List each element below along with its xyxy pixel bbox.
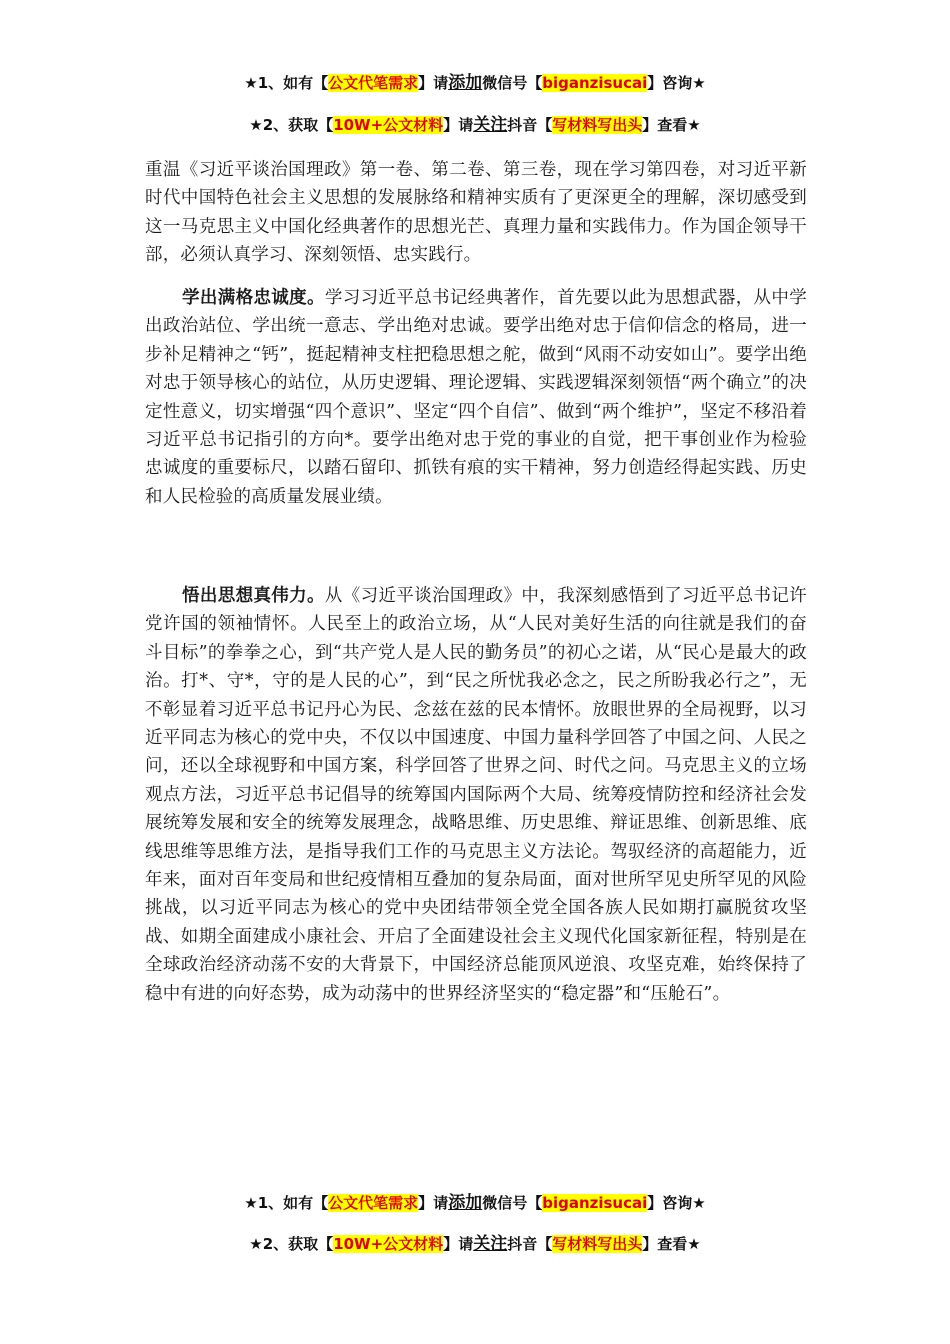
promo-text: 微信号【	[482, 74, 543, 92]
intro-paragraph: 重温《习近平谈治国理政》第一卷、第二卷、第三卷，现在学习第四卷，对习近平新时代中国特色社会主义思想的发展脉络和精神实质有了更深更全的理解，深切感受到这一马克思主义中国化经典著作的思想光芒、真理力量和实践伟力。作为国企领导干部，必须认真学习、深刻领悟、忠实践行。	[145, 160, 807, 266]
promo-text: 】查看★	[642, 116, 701, 134]
promo-douyin-id: 写材料写出头	[552, 1235, 643, 1253]
promo-text: 】请	[418, 1194, 449, 1212]
section-1-paragraph	[145, 284, 807, 511]
promo-text: 微信号【	[482, 1194, 543, 1212]
section-2-paragraph	[145, 582, 807, 1008]
section-2-lead: 悟出思想真伟力。	[182, 586, 325, 606]
section-2-text: 从《习近平谈治国理政》中，我深刻感悟到了习近平总书记许党许国的领袖情怀。人民至上的政治立场，从“人民对美好生活的向往就是我们的奋斗目标”的拳拳之心，到“共产党人是人民的勤务员”的初心之诺，从“民心是最大的政治。打*、守*，守的是人民的心”，到“民之所忧我必念之，民之所盼我必行之”，无不彰显着习近平总书记丹心为民、念兹在兹的民本情怀。放眼世界的全局视野，以习近平同志为核心的党中央，不仅以中国速度、中国力量科学回答了中国之问、人民之问，还以全球视野和中国方案，科学回答了世界之问、时代之问。马克思主义的立场观点方法，习近平总书记倡导的统筹国内国际两个大局、统筹疫情防控和经济社会发展统筹发展和安全的统筹发展理念，战略思维、历史思维、辩证思维、创新思维、底线思维等思维方法，是指导我们工作的马克思主义方法论。驾驭经济的高超能力，近年来，面对百年变局和世纪疫情相互叠加的复杂局面，面对世所罕见史所罕见的风险挑战，以习近平同志为核心的党中央团结带领全党全国各族人民如期打赢脱贫攻坚战、如期全面建成小康社会、开启了全面建设社会主义现代化国家新征程，特别是在全球政治经济动荡不安的大背景下，中国经济总能顶风逆浪、攻坚克难，始终保持了稳中有进的向好态势，成为动荡中的世界经济坚实的“稳定器”和“压舱石”。	[145, 586, 807, 1004]
promo-text: 】咨询★	[647, 74, 706, 92]
section-1-lead: 学出满格忠诚度。	[182, 288, 325, 308]
promo-text: 】请	[443, 116, 474, 134]
promo-text: ★2、获取【	[249, 1235, 334, 1253]
promo-douyin-id: 写材料写出头	[552, 116, 643, 134]
header-promo-line-1	[0, 68, 950, 93]
promo-text: ★1、如有【	[244, 1194, 329, 1212]
promo-text: 】咨询★	[647, 1194, 706, 1212]
promo-text: 】请	[443, 1235, 474, 1253]
promo-underlined: 关注	[473, 1234, 508, 1254]
section-1-text: 学习习近平总书记经典著作，首先要以此为思想武器，从中学出政治站位、学出统一意志、学出绝对忠诚。要学出绝对忠于信仰信念的格局，进一步补足精神之“钙”，挺起精神支柱把稳思想之舵，做到“风雨不动安如山”。要学出绝对忠于领导核心的站位，从历史逻辑、理论逻辑、实践逻辑深刻领悟“两个确立”的决定性意义，切实增强“四个意识”、坚定“四个自信”、做到“两个维护”，坚定不移沿着习近平总书记指引的方向*。要学出绝对忠于党的事业的自觉，把干事创业作为检验忠诚度的重要标尺，以踏石留印、抓铁有痕的实干精神，努力创造经得起实践、历史和人民检验的高质量发展业绩。	[145, 288, 807, 507]
promo-underlined: 添加	[448, 73, 483, 93]
promo-text: 】请	[418, 74, 449, 92]
footer-promo-line-2	[0, 1229, 950, 1254]
header-promo-line-2	[0, 110, 950, 135]
promo-underlined: 添加	[448, 1193, 483, 1213]
promo-text: 抖音【	[507, 1235, 553, 1253]
promo-highlight: 公文代笔需求	[328, 74, 419, 92]
promo-text: 】查看★	[642, 1235, 701, 1253]
promo-highlight: 10W+公文材料	[333, 116, 444, 134]
promo-highlight: 10W+公文材料	[333, 1235, 444, 1253]
promo-underlined: 关注	[473, 115, 508, 135]
promo-text: ★1、如有【	[244, 74, 329, 92]
promo-text: ★2、获取【	[249, 116, 334, 134]
promo-highlight: 公文代笔需求	[328, 1194, 419, 1212]
promo-wechat-id: biganzisucai	[542, 1194, 648, 1212]
footer-promo-line-1	[0, 1188, 950, 1213]
promo-text: 抖音【	[507, 116, 553, 134]
promo-wechat-id: biganzisucai	[542, 74, 648, 92]
